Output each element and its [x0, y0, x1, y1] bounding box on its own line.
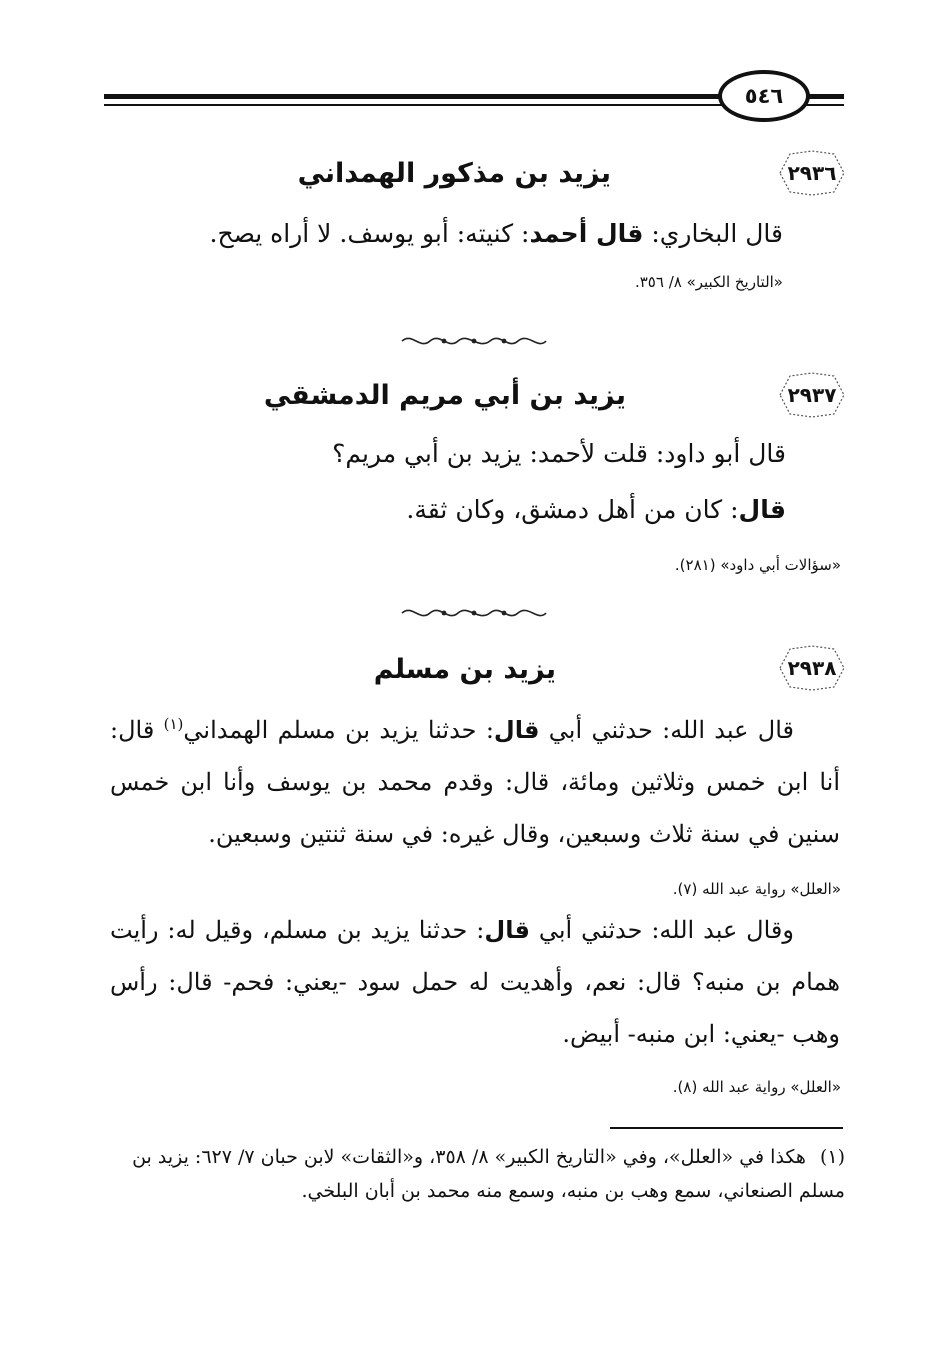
entry-number-badge [770, 148, 854, 198]
source-citation: «العلل» رواية عبد الله (٧). [672, 880, 841, 898]
footnote-marker: (١) [819, 1146, 845, 1168]
entry-heading: يزيد بن أبي مريم الدمشقي [263, 380, 626, 411]
footnote-reference: (١) [163, 715, 184, 733]
entry-paragraph: وقال عبد الله: حدثني أبي قال: حدثنا يزيد بن مسلم، وقيل له: رأيت همام بن منبه؟ قال: نعم، وأهديت له حمل سود -يعني: فحم- قال: رأس وهب -يعني: ابن منبه- أبيض. [110, 916, 840, 1048]
source-citation: «سؤالات أبي داود» (٢٨١). [674, 556, 841, 574]
entry-text-line: قال البخاري: قال أحمد: كنيته: أبو يوسف. لا أراه يصح. [209, 219, 783, 248]
entry-number-badge [770, 370, 854, 420]
entry-heading: يزيد بن مذكور الهمداني [297, 158, 611, 189]
entry-number: ٢٩٣٦ [787, 161, 837, 185]
source-citation: «العلل» رواية عبد الله (٨). [672, 1078, 841, 1096]
footnote-text: هكذا في «العلل»، وفي «التاريخ الكبير» ٨/ ٣٥٨، و«الثقات» لابن حبان ٧/ ٦٢٧: يزيد بن مسلم الصنعاني، سمع وهب بن منبه، وسمع منه محمد بن أبان البلخي. [132, 1146, 845, 1202]
entry-number: ٢٩٣٧ [787, 383, 837, 407]
footnote-separator [610, 1127, 843, 1129]
entry-text-line: قال: كان من أهل دمشق، وكان ثقة. [406, 495, 786, 524]
divider-ornament-icon [398, 332, 550, 350]
entry-number: ٢٩٣٨ [787, 656, 837, 680]
footnote [110, 1140, 845, 1208]
page-number: ٥٤٦ [718, 70, 810, 122]
divider-ornament-icon [398, 604, 550, 622]
entry-number-badge [770, 643, 854, 693]
source-citation: «التاريخ الكبير» ٨/ ٣٥٦. [634, 273, 783, 291]
entry-text-line: قال أبو داود: قلت لأحمد: يزيد بن أبي مريم؟ [332, 439, 786, 468]
entry-heading: يزيد بن مسلم [373, 654, 556, 685]
entry-paragraph: قال عبد الله: حدثني أبي قال: حدثنا يزيد بن مسلم الهمداني$^{(١)}$ قال: أنا ابن خمس وثلاثين ومائة، قال: وقدم محمد بن يوسف وأنا ابن خمس سنين في سنة ثلاث وسبعين، وقال غيره: في سنة ثنتين وسبعين. [110, 715, 840, 848]
